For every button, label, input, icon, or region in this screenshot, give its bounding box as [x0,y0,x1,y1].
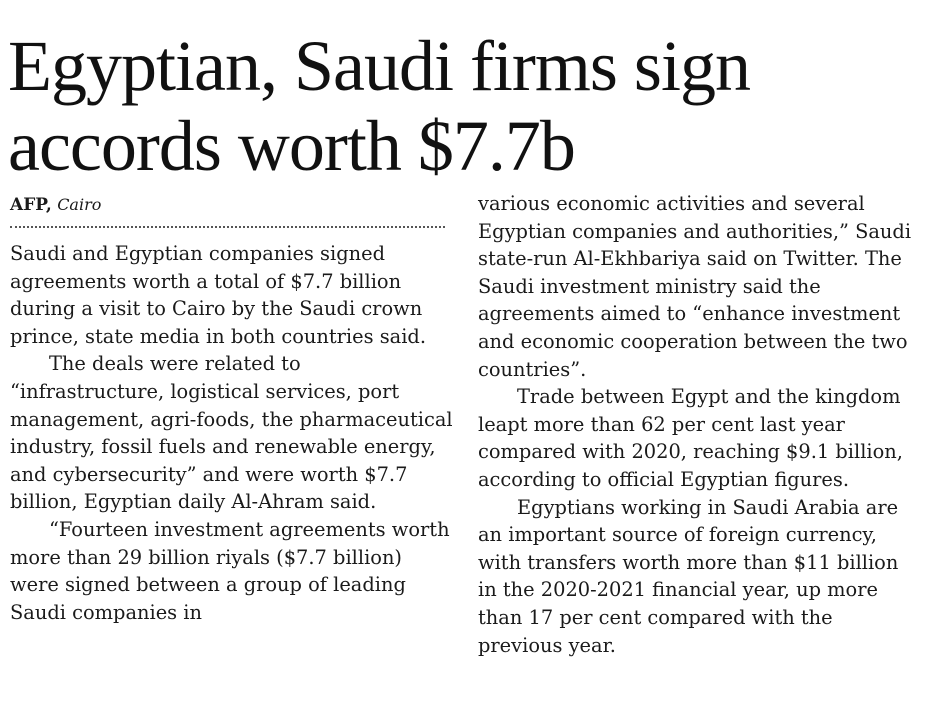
article-paragraph: “Fourteen investment agreements worth more than 29 billion riyals ($7.7 billion) were signed between a group of leading Saudi companies in [10,517,450,624]
article-column-left [10,190,455,626]
article-paragraph: Saudi and Egyptian companies signed agreements worth a total of $7.7 billion during a visit to Cairo by the Saudi crown prince, state media in both countries said. [10,242,427,348]
article-column-right [478,190,918,659]
byline-divider [10,226,445,228]
byline-agency: AFP, [10,195,52,215]
byline [10,190,455,220]
article-paragraph: Egyptians working in Saudi Arabia are an important source of foreign currency, with transfers worth more than $11 billion in the 2020-2021 financial year, up more than 17 per cent compared with the previous year. [478,495,899,657]
article-paragraph: various economic activities and several Egyptian companies and authorities,” Saudi state-run Al-Ekhbariya said on Twitter. The Saudi investment ministry said the agreements aimed to “enhance investment and economic cooperation between the two countries”. [478,192,912,381]
article-paragraph: Trade between Egypt and the kingdom leapt more than 62 per cent last year compared with 2020, reaching $9.1 billion, according to official Egyptian figures. [478,385,903,491]
article-paragraph: The deals were related to “infrastructure, logistical services, port management, agri-foods, the pharmaceutical industry, fossil fuels and renewable energy, and cybersecurity” and were worth $7.7 billion, Egyptian daily Al-Ahram said. [10,352,453,514]
headline: Egyptian, Saudi firms sign accords worth $7.7b [8,26,750,186]
byline-place: Cairo [57,195,102,214]
